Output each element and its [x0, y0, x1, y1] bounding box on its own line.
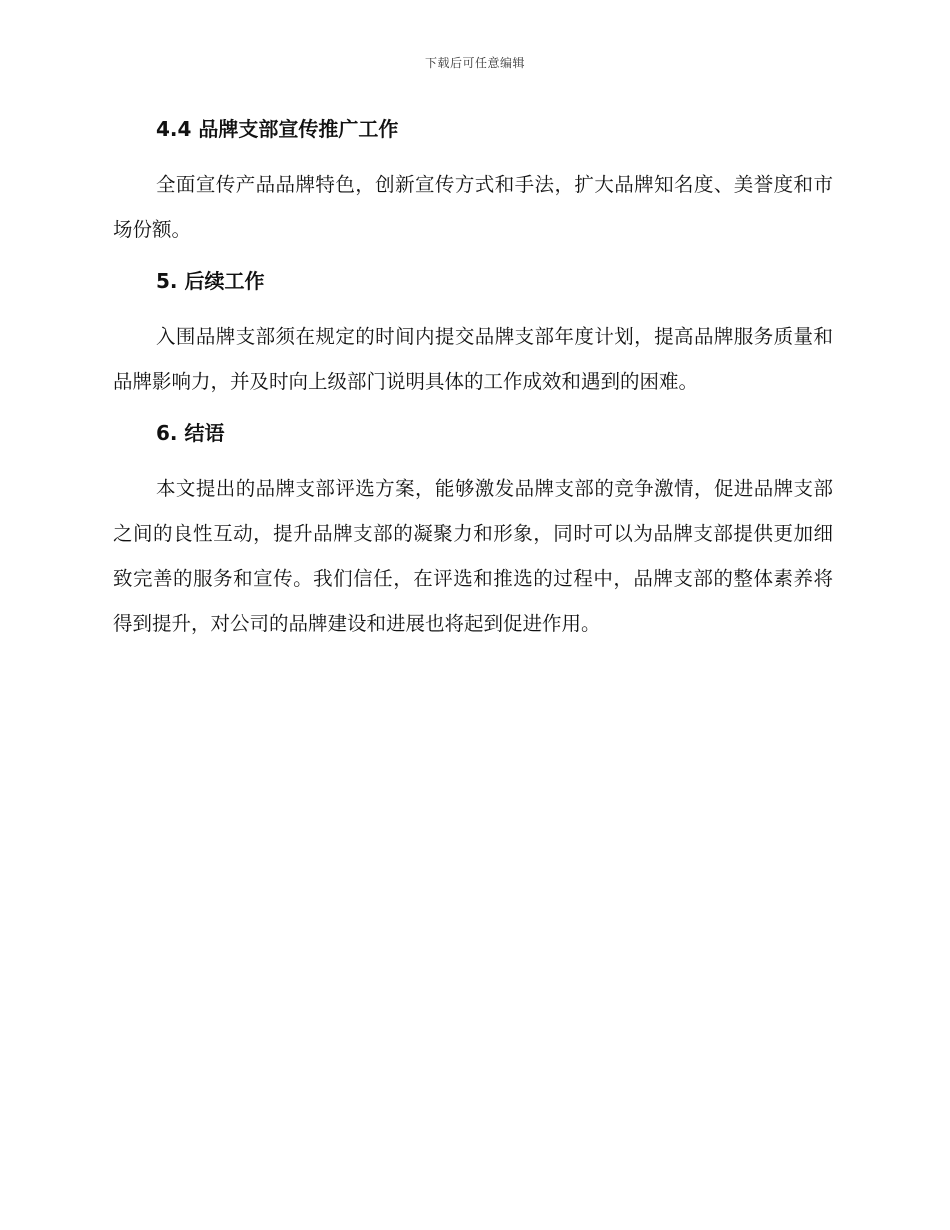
section-heading-6: 6. 结语: [156, 421, 225, 445]
document-body: [113, 110, 833, 646]
section-paragraph-6: 本文提出的品牌支部评选方案，能够激发品牌支部的竞争激情，促进品牌支部之间的良性互动，提升品牌支部的凝聚力和形象，同时可以为品牌支部提供更加细致完善的服务和宣传。我们信任，在评选和推选的过程中，品牌支部的整体素养将得到提升，对公司的品牌建设和进展也将起到促进作用。: [113, 477, 833, 635]
section-heading-4-4: 4.4 品牌支部宣传推广工作: [156, 117, 399, 141]
section-paragraph-5: 入围品牌支部须在规定的时间内提交品牌支部年度计划，提高品牌服务质量和品牌影响力，并及时向上级部门说明具体的工作成效和遇到的困难。: [113, 325, 833, 393]
section-paragraph-4-4: 全面宣传产品品牌特色，创新宣传方式和手法，扩大品牌知名度、美誉度和市场份额。: [113, 173, 833, 241]
section-heading-5: 5. 后续工作: [156, 269, 265, 293]
page-header: 下载后可任意编辑: [424, 56, 525, 70]
